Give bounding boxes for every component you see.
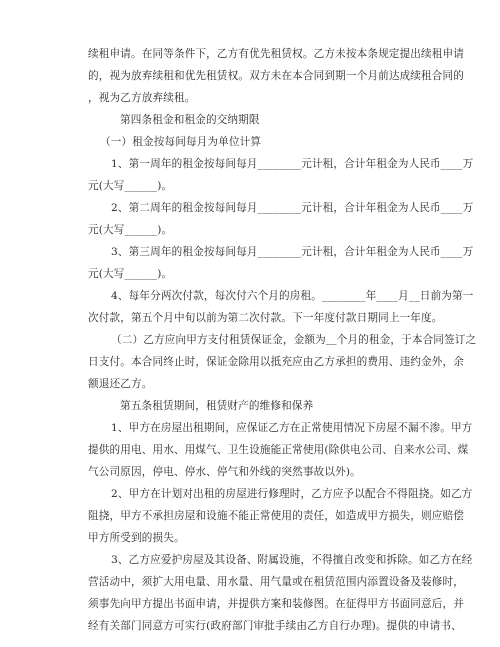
- paragraph-line: 2、甲方在计划对出租的房屋进行修理时，乙方应予以配合不得阻挠。如乙方: [111, 488, 473, 500]
- paragraph-line: 元(大写______)。: [88, 180, 173, 192]
- paragraph-line: 次付款，第五个月中旬以前为第二次付款。下一年度付款日期同上一年度。: [88, 312, 443, 324]
- subsection-heading: （一）租金按每间每月为单位计算: [100, 136, 262, 148]
- paragraph-line: 须事先向甲方提出书面申请，并提供方案和装修图。在征得甲方书面同意后，并: [88, 598, 465, 610]
- paragraph-line: 阻挠，甲方不承担房屋和设施不能正常使用的责任，如造成甲方损失，则应赔偿: [88, 510, 465, 522]
- paragraph-line: 4、每年分两次付款，每次付六个月的房租。________年____月__日前为第一: [111, 290, 474, 302]
- paragraph-line: 3、第三周年的租金按每间每月________元计租，合计年租金为人民币____万: [111, 246, 474, 258]
- paragraph-line: 续租申请。在同等条件下，乙方有优先租赁权。乙方未按本条规定提出续租申请: [88, 48, 465, 60]
- paragraph-line: 2、第二周年的租金按每间每月________元计租，合计年租金为人民币____万: [111, 202, 474, 214]
- paragraph-line: 日支付。本合同终止时，保证金除用以抵充应由乙方承担的费用、违约金外，余: [88, 356, 465, 368]
- paragraph-line: 甲方所受到的损失。: [88, 532, 185, 544]
- paragraph-line: 1、甲方在房屋出租期间，应保证乙方在正常使用情况下房屋不漏不渗。甲方: [111, 422, 473, 434]
- paragraph-line: 元(大写______)。: [88, 224, 173, 236]
- paragraph-line: 营活动中，须扩大用电量、用水量、用气量或在租赁范围内添置设备及装修时，: [88, 576, 465, 588]
- paragraph-line: ，视为乙方放弃续租。: [88, 92, 196, 104]
- paragraph-line: 额退还乙方。: [88, 378, 153, 390]
- paragraph-line: 1、第一周年的租金按每间每月________元计租，合计年租金为人民币____万: [111, 158, 474, 170]
- section-heading: 第四条租金和租金的交纳期限: [120, 114, 260, 126]
- paragraph-line: 气公司原因，停电、停水、停气和外线的突然事故以外)。: [88, 466, 361, 478]
- paragraph-line: （二）乙方应向甲方支付租赁保证金，金额为＿个月的租金，于本合同签订之: [111, 334, 477, 346]
- paragraph-line: 3、乙方应爱护房屋及其设备、附属设施，不得擅自改变和拆除。如乙方在经: [111, 554, 473, 566]
- paragraph-line: 提供的用电、用水、用煤气、卫生设施能正常使用(除供电公司、自来水公司、煤: [88, 444, 469, 456]
- paragraph-line: 元(大写______)。: [88, 268, 173, 280]
- paragraph-line: 经有关部门同意方可实行(政府部门审批手续由乙方自行办理)。提供的申请书、: [88, 620, 462, 632]
- section-heading: 第五条租赁期间，租赁财产的维修和保养: [120, 400, 314, 412]
- paragraph-line: 的，视为放弃续租和优先租赁权。双方未在本合同到期一个月前达成续租合同的: [88, 70, 465, 82]
